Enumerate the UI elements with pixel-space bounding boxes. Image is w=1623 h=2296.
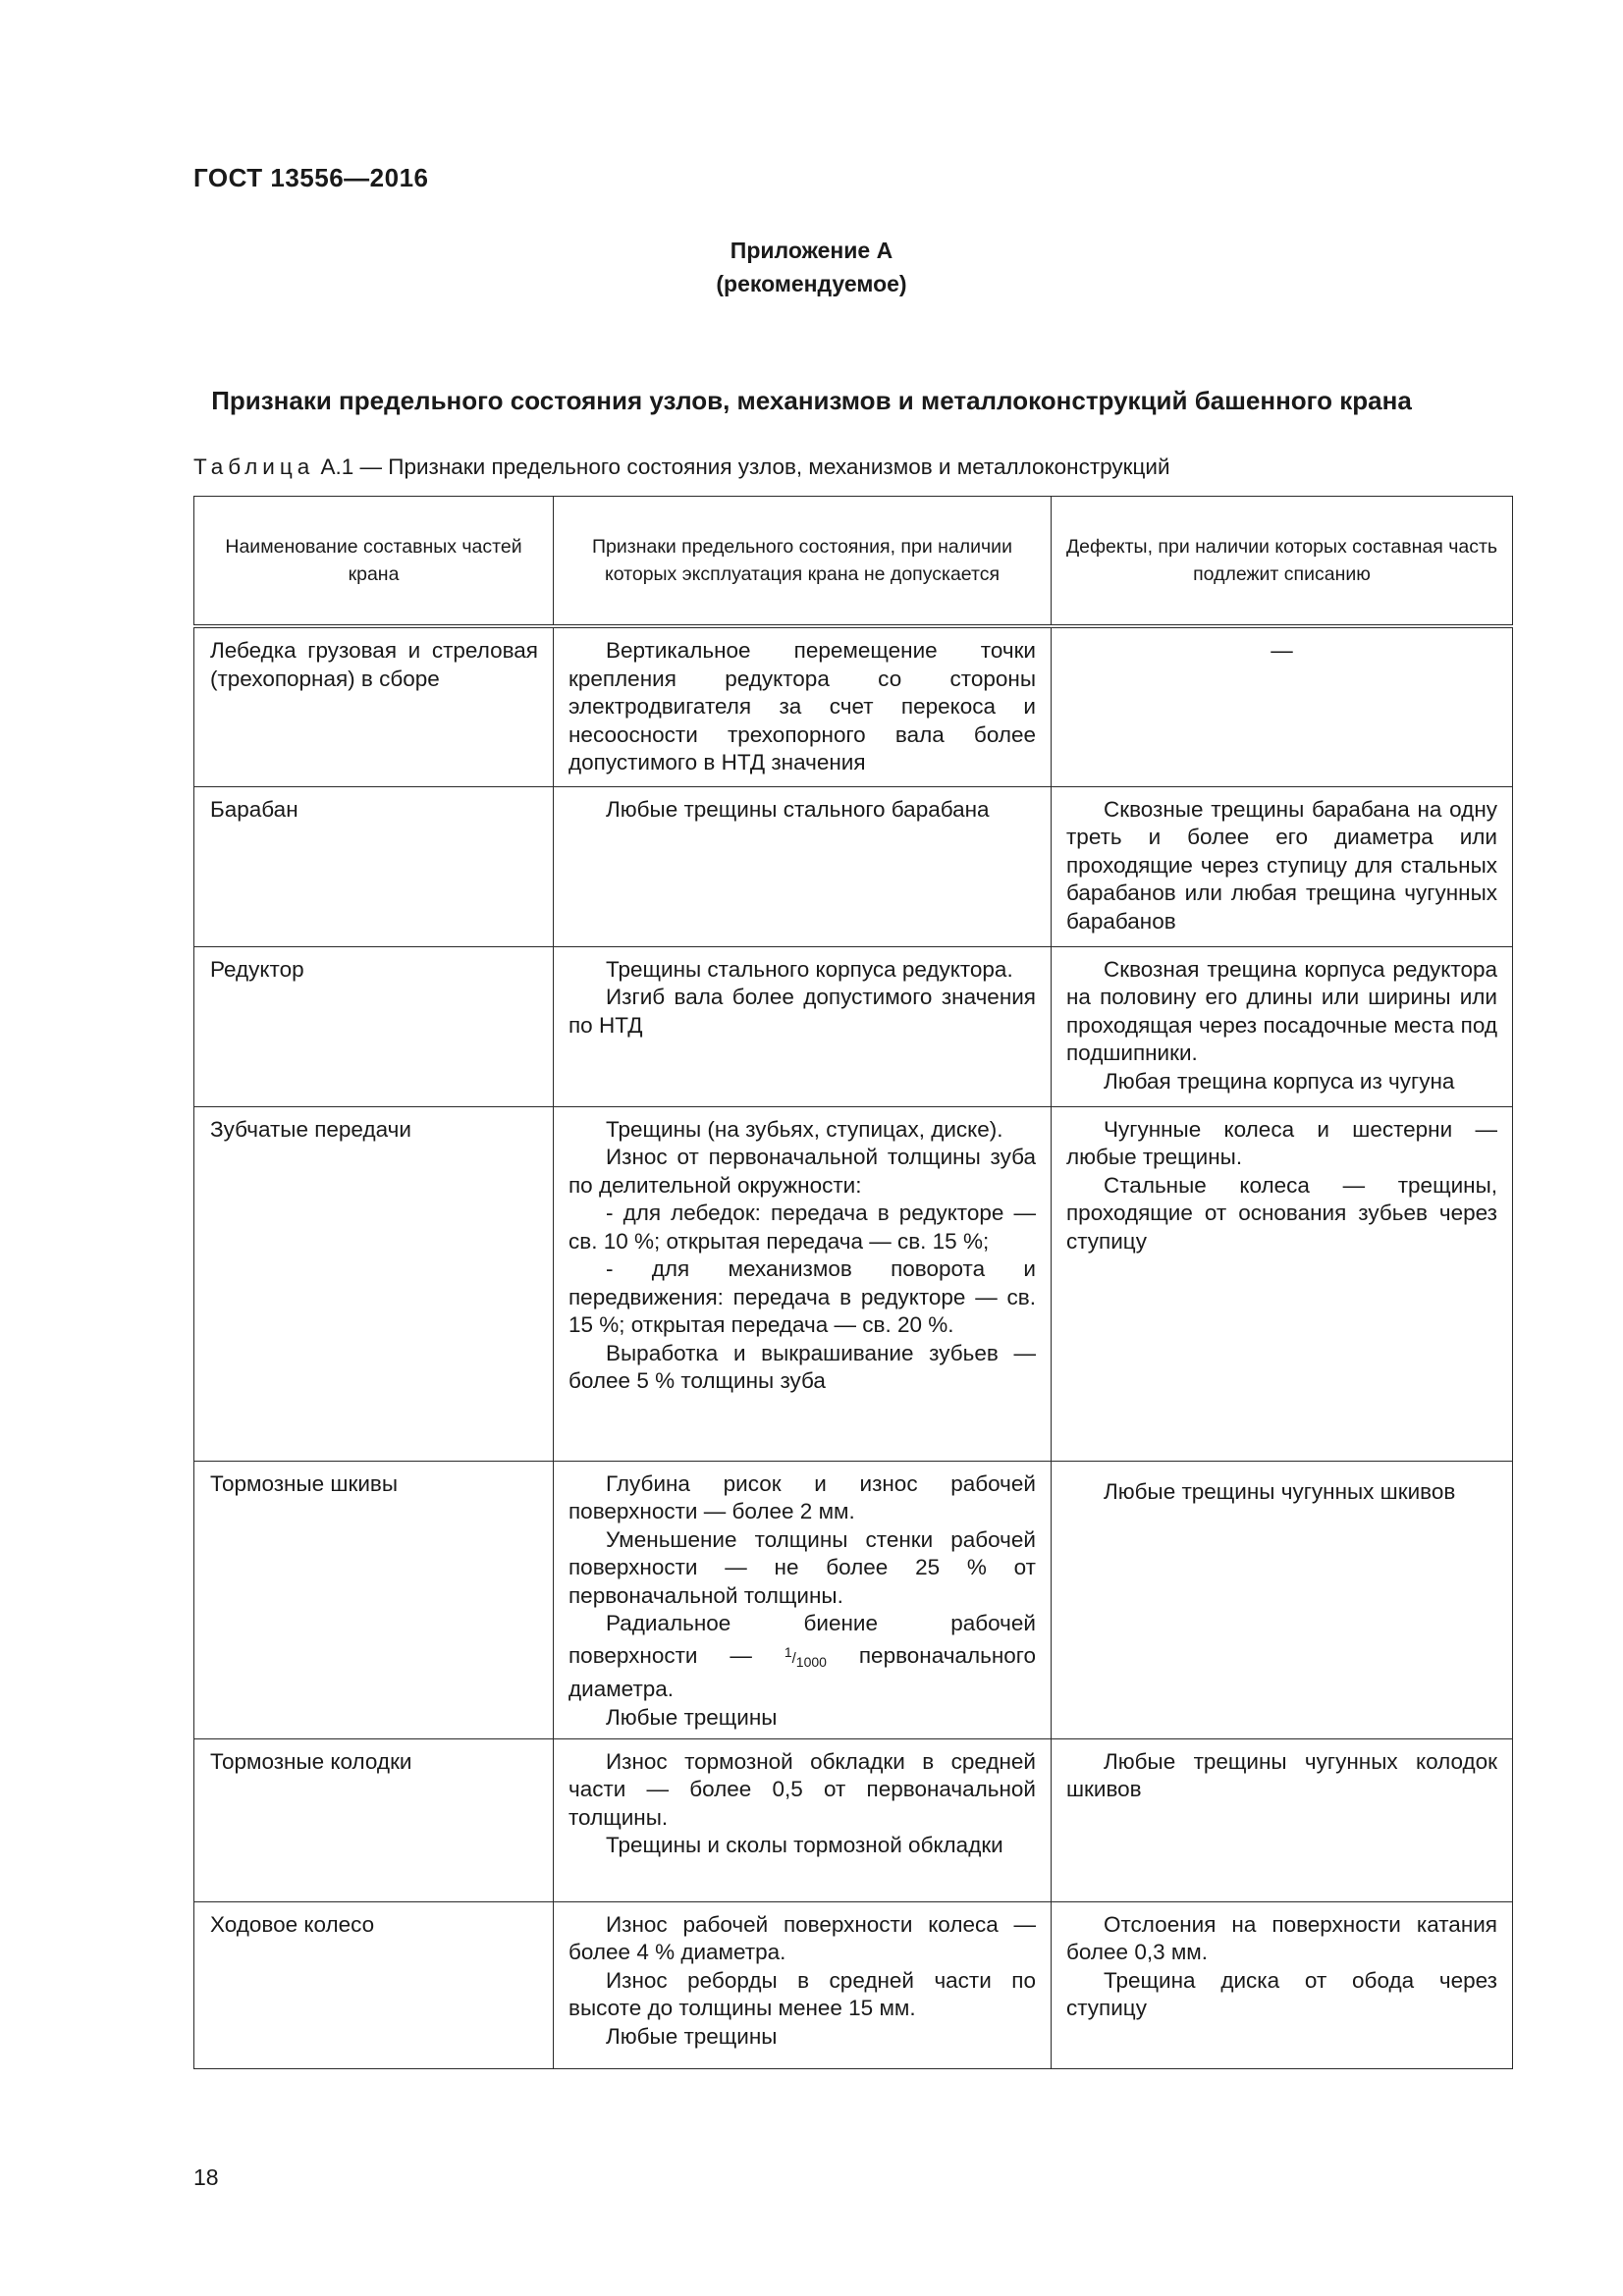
column-header-defects: Дефекты, при наличии которых составная часть подлежит списанию: [1052, 497, 1513, 627]
limit-signs: [554, 1901, 1052, 2068]
defect-text: Любые трещины чугунных шкивов: [1104, 1478, 1456, 1504]
defect-text: Отслоения на поверхности катания более 0,3 мм.: [1066, 1911, 1497, 1964]
limit-signs: [554, 1106, 1052, 1461]
sign-text: Глубина рисок и износ рабочей поверхности — более 2 мм.: [568, 1470, 1036, 1523]
defect-text: —: [1271, 638, 1293, 663]
sign-text: Износ от первоначальной толщины зуба по делительной окружности:: [568, 1145, 1036, 1198]
annex-title: Приложение А: [730, 238, 893, 263]
column-header-component: Наименование составных частей крана: [194, 497, 554, 627]
standard-code: ГОСТ 13556—2016: [193, 163, 429, 192]
sign-text: Изгиб вала более допустимого значения по НТД: [568, 985, 1036, 1038]
defect-text: Сквозная трещина корпуса редуктора на половину его длины или ширины или проходящая через посадочные места под подшипники.: [1066, 956, 1497, 1065]
sign-text: Выработка и выкрашивание зубьев — более 5 % толщины зуба: [568, 1340, 1036, 1393]
defect-text: Трещина диска от обода через ступицу: [1066, 1967, 1497, 2020]
table-caption: [193, 454, 1170, 480]
table-row: [194, 1461, 1513, 1738]
document-title: Признаки предельного состояния узлов, механизмов и металлоконструкций башенного крана: [211, 386, 1412, 415]
sign-text: Трещины (на зубьях, ступицах, диске).: [606, 1116, 1003, 1142]
defect-text: Стальные колеса — трещины, проходящие от основания зубьев через ступицу: [1066, 1172, 1497, 1254]
component-name: Лебедка грузовая и стреловая (трехопорная) в сборе: [194, 626, 554, 786]
table-row: [194, 786, 1513, 946]
defects: [1052, 626, 1513, 786]
defects: [1052, 1738, 1513, 1901]
defects: [1052, 1461, 1513, 1738]
sign-text: Износ тормозной обкладки в средней части — более 0,5 от первоначальной толщины.: [568, 1748, 1036, 1830]
limit-signs: [554, 946, 1052, 1106]
sign-text: - для лебедок: передача в редукторе — св. 10 %; открытая передача — св. 15 %;: [568, 1201, 1036, 1254]
defect-text: Чугунные колеса и шестерни — любые трещины.: [1066, 1116, 1497, 1169]
sign-text: Износ реборды в средней части по высоте до толщины менее 15 мм.: [568, 1967, 1036, 2020]
table-row: [194, 626, 1513, 786]
component-name: Тормозные колодки: [194, 1738, 554, 1901]
defect-text: Любая трещина корпуса из чугуна: [1104, 1068, 1455, 1094]
table-caption-label: Таблица: [193, 454, 315, 479]
component-name: Зубчатые передачи: [194, 1106, 554, 1461]
limit-signs: [554, 786, 1052, 946]
sign-text: Любые трещины: [606, 1704, 778, 1730]
sign-text: Любые трещины стального барабана: [606, 796, 990, 822]
sign-text: Износ рабочей поверхности колеса — более 4 % диаметра.: [568, 1911, 1036, 1964]
defects: [1052, 946, 1513, 1106]
defects: [1052, 1901, 1513, 2068]
component-name: Ходовое колесо: [194, 1901, 554, 2068]
sign-text: - для механизмов поворота и передвижения: передача в редукторе — св. 15 %; открытая передача — св. 20 %.: [568, 1256, 1036, 1337]
page-number: 18: [193, 2164, 219, 2190]
sign-text-start: Радиальное биение рабочей поверхности —: [568, 1611, 1036, 1668]
sign-text: [568, 1610, 1036, 1704]
annex-heading: [0, 234, 1623, 300]
sign-text: Трещины и сколы тормозной обкладки: [606, 1833, 1003, 1857]
annex-note: (рекомендуемое): [716, 271, 907, 296]
table-row: [194, 1106, 1513, 1461]
sign-text: Трещины стального корпуса редуктора.: [606, 956, 1013, 982]
column-header-limit-signs: Признаки предельного состояния, при наличии которых эксплуатация крана не допускается: [554, 497, 1052, 627]
defects: [1052, 1106, 1513, 1461]
table-row: [194, 946, 1513, 1106]
limit-signs: [554, 626, 1052, 786]
fraction: $^1/_{1000}$: [784, 1643, 827, 1670]
limit-state-table: [193, 496, 1513, 2069]
sign-text: Уменьшение толщины стенки рабочей поверхности — не более 25 % от первоначальной толщины.: [568, 1526, 1036, 1608]
component-name: Редуктор: [194, 946, 554, 1106]
limit-signs: [554, 1461, 1052, 1738]
table-header-row: [194, 497, 1513, 627]
sign-text: Любые трещины: [606, 2023, 778, 2049]
limit-signs: [554, 1738, 1052, 1901]
component-name: Тормозные шкивы: [194, 1461, 554, 1738]
fraction-denominator: 1000: [795, 1653, 827, 1670]
table-caption-text: А.1 — Признаки предельного состояния узлов, механизмов и металлоконструкций: [320, 454, 1170, 479]
defect-text: Любые трещины чугунных колодок шкивов: [1066, 1748, 1497, 1801]
sign-text-end: первоначального диаметра.: [568, 1642, 1036, 1701]
sign-text: Вертикальное перемещение точки крепления редуктора со стороны электродвигателя за счет перекоса и несоосности трехопорного вала более допустимого в НТД значения: [568, 638, 1036, 774]
defect-text: Сквозные трещины барабана на одну треть и более его диаметра или проходящие через ступицу для стальных барабанов или любая трещина чугунных барабанов: [1066, 796, 1497, 934]
table-row: [194, 1738, 1513, 1901]
fraction-numerator: 1: [784, 1643, 792, 1660]
defects: [1052, 786, 1513, 946]
table-row: [194, 1901, 1513, 2068]
component-name: Барабан: [194, 786, 554, 946]
